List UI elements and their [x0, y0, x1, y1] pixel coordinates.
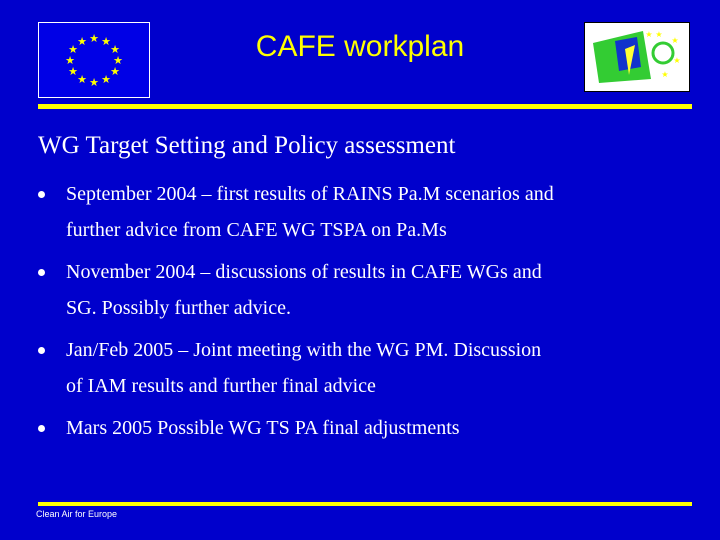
svg-text:★: ★ [645, 30, 653, 39]
svg-text:★: ★ [671, 36, 679, 45]
list-item [38, 332, 698, 404]
svg-text:★: ★ [89, 76, 99, 89]
footer-divider [38, 502, 692, 506]
svg-text:★: ★ [77, 35, 87, 48]
slide-subtitle: WG Target Setting and Policy assessment [38, 132, 456, 159]
bullet-icon [38, 425, 45, 432]
svg-text:★: ★ [661, 70, 669, 79]
bullet-line: Jan/Feb 2005 – Joint meeting with the WG PM. Discussion [66, 339, 542, 361]
svg-text:★: ★ [655, 30, 663, 39]
svg-text:★: ★ [673, 56, 681, 65]
svg-text:★: ★ [68, 43, 78, 56]
svg-text:★: ★ [65, 54, 75, 67]
bullet-icon [38, 347, 45, 354]
svg-text:★: ★ [101, 73, 111, 86]
list-item [38, 254, 698, 326]
clean-air-logo-icon [584, 22, 690, 92]
footer-text: Clean Air for Europe [36, 509, 118, 519]
list-item [38, 410, 698, 446]
header-divider [38, 104, 692, 109]
bullet-line: further advice from CAFE WG TSPA on Pa.Ms [66, 219, 447, 241]
svg-text:★: ★ [110, 43, 120, 56]
svg-text:★: ★ [113, 54, 123, 67]
list-item [38, 176, 698, 248]
svg-text:★: ★ [77, 73, 87, 86]
bullet-icon [38, 269, 45, 276]
bullet-list [38, 176, 698, 452]
svg-text:★: ★ [89, 32, 99, 45]
svg-text:★: ★ [101, 35, 111, 48]
svg-text:★: ★ [110, 65, 120, 78]
bullet-line: Mars 2005 Possible WG TS PA final adjustments [66, 417, 460, 439]
bullet-line: of IAM results and further final advice [66, 375, 376, 397]
svg-text:★: ★ [68, 65, 78, 78]
bullet-line: September 2004 – first results of RAINS Pa.M scenarios and [66, 183, 554, 205]
bullet-line: SG. Possibly further advice. [66, 297, 291, 319]
bullet-icon [38, 191, 45, 198]
page-title: CAFE workplan [255, 30, 465, 63]
bullet-line: November 2004 – discussions of results in CAFE WGs and [66, 261, 542, 283]
